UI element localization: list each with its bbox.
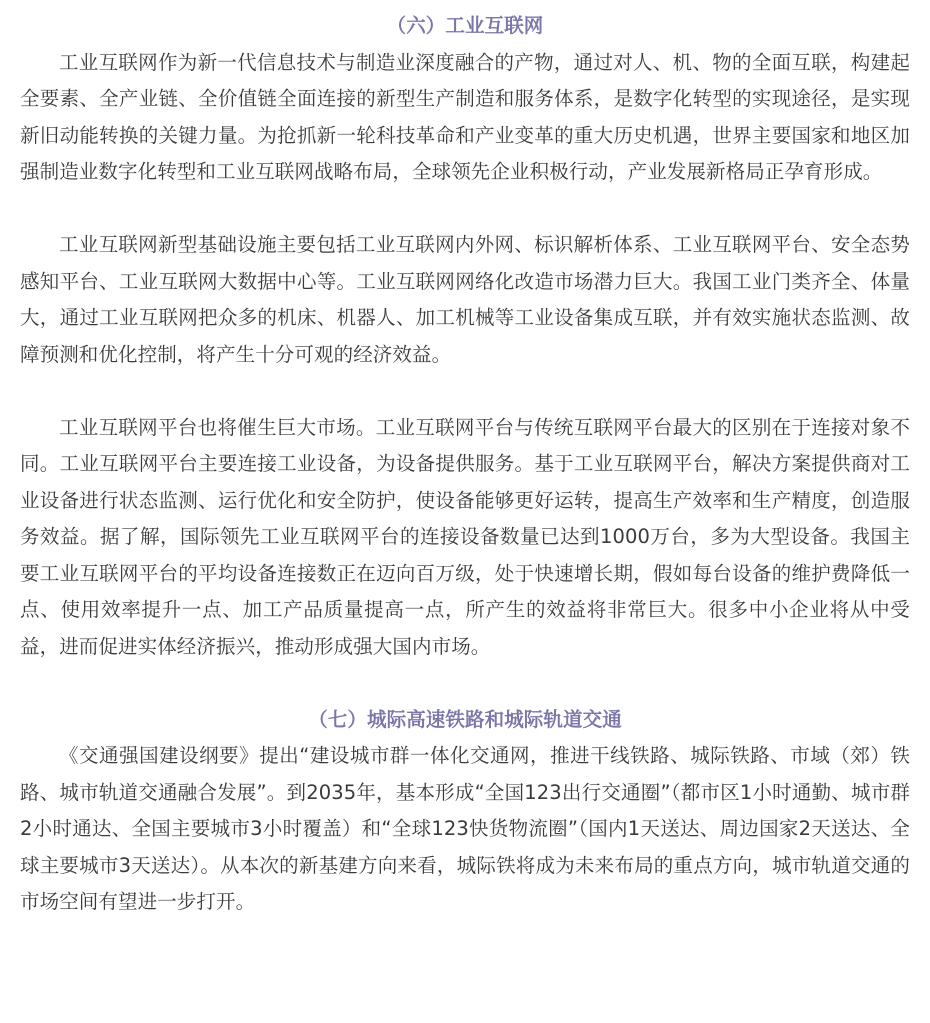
paragraph-spacer bbox=[20, 665, 910, 702]
paragraph-intercity-rail: 《交通强国建设纲要》提出“建设城市群一体化交通网，推进干线铁路、城际铁路、市域（郊）铁路、城市轨道交通融合发展”。到2035年，基本形成“全国123出行交通圈”（都市区1小时通勤、城市群2小时通达、全国主要城市3小时覆盖）和“全球123快货物流圈”（国内1天送达、周边国家2天送达、全球主要城市3天送达）。从本次的新基建方向来看，城际铁将成为未来布局的重点方向，城市轨道交通的市场空间有望进一步打开。 bbox=[20, 744, 910, 913]
paragraph-industrial-internet-intro: 工业互联网作为新一代信息技术与制造业深度融合的产物，通过对人、机、物的全面互联，构建起全要素、全产业链、全价值链全面连接的新型生产制造和服务体系，是数字化转型的实现途径，是实现新旧动能转换的关键力量。为抢抓新一轮科技革命和产业变革的重大历史机遇，世界主要国家和地区加强制造业数字化转型和工业互联网战略布局，全球领先企业积极行动，产业发展新格局正孕育形成。 bbox=[20, 50, 910, 183]
paragraph-industrial-internet-infrastructure: 工业互联网新型基础设施主要包括工业互联网内外网、标识解析体系、工业互联网平台、安全态势感知平台、工业互联网大数据中心等。工业互联网网络化改造市场潜力巨大。我国工业门类齐全、体量大，通过工业互联网把众多的机床、机器人、加工机械等工业设备集成互联，并有效实施状态监测、故障预测和优化控制，将产生十分可观的经济效益。 bbox=[20, 233, 910, 366]
paragraph-industrial-internet-platform: 工业互联网平台也将催生巨大市场。工业互联网平台与传统互联网平台最大的区别在于连接对象不同。工业互联网平台主要连接工业设备，为设备提供服务。基于工业互联网平台，解决方案提供商对工业设备进行状态监测、运行优化和安全防护，使设备能够更好运转，提高生产效率和生产精度，创造服务效益。据了解，国际领先工业互联网平台的连接设备数量已达到1000万台，多为大型设备。我国主要工业互联网平台的平均设备连接数正在迈向百万级，处于快速增长期，假如每台设备的维护费降低一点、使用效率提升一点、加工产品质量提高一点，所产生的效益将非常巨大。很多中小企业将从中受益，进而促进实体经济振兴，推动形成强大国内市场。 bbox=[20, 415, 910, 658]
paragraph-spacer bbox=[20, 373, 910, 410]
section-heading-industrial-internet: （六）工业互联网 bbox=[386, 14, 544, 37]
paragraph-spacer bbox=[20, 191, 910, 228]
section-heading-intercity-rail: （七）城际高速铁路和城际轨道交通 bbox=[308, 707, 622, 731]
